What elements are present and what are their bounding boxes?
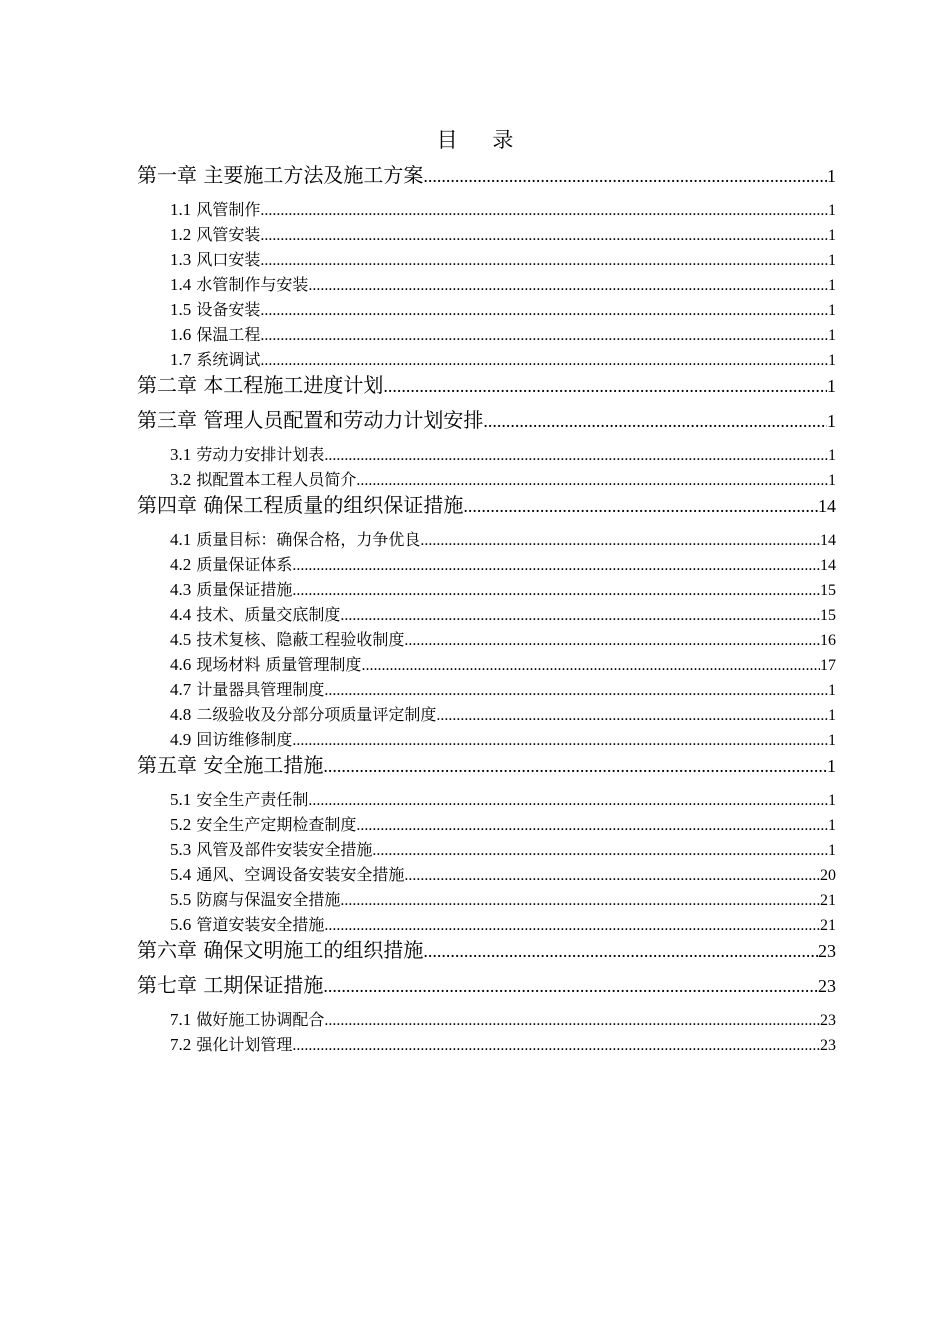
toc-page-number: 1: [828, 842, 836, 859]
toc-leader-dots: [260, 298, 828, 323]
toc-page-number: 1: [828, 707, 836, 724]
toc-entry-number: 4.9: [170, 730, 192, 749]
toc-leader-dots: [423, 938, 818, 964]
toc-page-number: 15: [820, 582, 836, 599]
toc-entry-label: 第一章 主要施工方法及施工方案: [137, 163, 424, 187]
toc-section-entry[interactable]: [137, 677, 836, 702]
toc-leader-dots: [340, 603, 820, 628]
toc-entry-number: 5.4: [170, 865, 192, 884]
toc-entry-label: 第六章 确保文明施工的组织措施: [137, 938, 424, 962]
toc-entry-text: 技术、质量交底制度: [196, 605, 341, 624]
toc-entry-label: [170, 272, 308, 297]
toc-entry-text: 回访维修制度: [196, 730, 293, 749]
toc-section-entry[interactable]: [137, 442, 836, 467]
toc-leader-dots: [356, 813, 828, 838]
toc-entry-number: 1.3: [170, 250, 192, 269]
toc-leader-dots: [292, 578, 820, 603]
toc-entry-label: [170, 812, 356, 837]
toc-leader-dots: [483, 408, 827, 434]
toc-leader-dots: [292, 728, 828, 753]
toc-page-number: 16: [820, 632, 836, 649]
toc-entry-number: 1.7: [170, 350, 192, 369]
toc-entry-text: 二级验收及分部分项质量评定制度: [196, 705, 437, 724]
toc-leader-dots: [423, 163, 827, 189]
toc-leader-dots: [292, 1033, 820, 1058]
toc-page-number: 1: [828, 202, 836, 219]
toc-entry-number: 3.1: [170, 445, 192, 464]
toc-entry-label: [170, 577, 292, 602]
toc-page-number: 14: [820, 557, 836, 574]
toc-list: [137, 162, 836, 1057]
toc-page-number: 15: [820, 607, 836, 624]
toc-chapter-entry[interactable]: [137, 752, 836, 778]
toc-entry-number: 5.3: [170, 840, 192, 859]
toc-section-entry[interactable]: [137, 322, 836, 347]
toc-leader-dots: [260, 223, 828, 248]
toc-entry-number: 5.1: [170, 790, 192, 809]
toc-section-entry[interactable]: [137, 627, 836, 652]
toc-leader-dots: [308, 273, 828, 298]
toc-section-entry[interactable]: [137, 197, 836, 222]
toc-entry-text: 风管制作: [196, 200, 261, 219]
toc-chapter-entry[interactable]: [137, 372, 836, 398]
toc-entry-label: [170, 677, 324, 702]
toc-section-entry[interactable]: [137, 297, 836, 322]
toc-entry-label: 第七章 工期保证措施: [137, 973, 324, 997]
toc-entry-label: [170, 197, 260, 222]
toc-page-number: 1: [828, 447, 836, 464]
toc-entry-text: 质量目标：确保合格，力争优良: [196, 530, 421, 549]
toc-entry-text: 风管及部件安装安全措施: [196, 840, 373, 859]
toc-page-number: 1: [827, 756, 836, 776]
toc-leader-dots: [324, 678, 828, 703]
toc-entry-text: 风口安装: [196, 250, 261, 269]
toc-page-number: 14: [820, 532, 836, 549]
toc-entry-number: 5.2: [170, 815, 192, 834]
toc-entry-label: [170, 552, 292, 577]
toc-entry-label: 第四章 确保工程质量的组织保证措施: [137, 493, 464, 517]
toc-section-entry[interactable]: [137, 862, 836, 887]
toc-entry-text: 质量保证体系: [196, 555, 293, 574]
toc-entry-text: 安全生产定期检查制度: [196, 815, 357, 834]
toc-section-entry[interactable]: [137, 812, 836, 837]
toc-entry-text: 计量器具管理制度: [196, 680, 325, 699]
toc-leader-dots: [356, 468, 828, 493]
toc-leader-dots: [260, 198, 828, 223]
toc-section-entry[interactable]: [137, 347, 836, 372]
toc-entry-label: [170, 527, 420, 552]
toc-leader-dots: [340, 888, 820, 913]
toc-page-number: 1: [828, 352, 836, 369]
toc-page-number: 1: [828, 792, 836, 809]
toc-leader-dots: [323, 973, 818, 999]
toc-entry-number: 4.7: [170, 680, 192, 699]
toc-section-entry[interactable]: [137, 247, 836, 272]
toc-leader-dots: [292, 553, 820, 578]
toc-section-entry[interactable]: [137, 727, 836, 752]
toc-leader-dots: [260, 248, 828, 273]
toc-section-entry[interactable]: [137, 787, 836, 812]
toc-chapter-entry[interactable]: [137, 492, 836, 518]
toc-entry-label: [170, 247, 260, 272]
toc-leader-dots: [324, 1008, 820, 1033]
toc-page-number: 1: [827, 166, 836, 186]
toc-section-entry[interactable]: [137, 577, 836, 602]
toc-entry-number: 1.1: [170, 200, 192, 219]
toc-entry-label: 第二章 本工程施工进度计划: [137, 373, 384, 397]
toc-section-entry[interactable]: [137, 222, 836, 247]
toc-entry-text: 保温工程: [196, 325, 261, 344]
toc-leader-dots: [383, 373, 827, 399]
toc-entry-number: 4.2: [170, 555, 192, 574]
toc-leader-dots: [420, 528, 820, 553]
toc-leader-dots: [260, 348, 828, 373]
toc-page-number: 23: [818, 941, 836, 961]
toc-entry-label: [170, 442, 324, 467]
toc-entry-text: 做好施工协调配合: [196, 1010, 325, 1029]
toc-section-entry[interactable]: [137, 1007, 836, 1032]
toc-entry-number: 1.2: [170, 225, 192, 244]
toc-entry-number: 4.6: [170, 655, 192, 674]
toc-entry-number: 1.4: [170, 275, 192, 294]
toc-page-number: 1: [828, 732, 836, 749]
toc-page-number: 21: [820, 892, 836, 909]
toc-entry-text: 管道安装安全措施: [196, 915, 325, 934]
toc-entry-text: 系统调试: [196, 350, 261, 369]
toc-entry-label: 第五章 安全施工措施: [137, 753, 324, 777]
toc-section-entry[interactable]: [137, 887, 836, 912]
toc-entry-text: 水管制作与安装: [196, 275, 309, 294]
toc-leader-dots: [404, 628, 820, 653]
toc-page-number: 1: [828, 302, 836, 319]
toc-leader-dots: [361, 653, 820, 678]
toc-section-entry[interactable]: [137, 272, 836, 297]
toc-page-number: 1: [828, 252, 836, 269]
toc-entry-label: [170, 322, 260, 347]
toc-page-number: 1: [827, 411, 836, 431]
toc-page-number: 1: [828, 327, 836, 344]
toc-entry-label: [170, 1032, 292, 1057]
toc-leader-dots: [308, 788, 828, 813]
toc-page-number: 20: [820, 867, 836, 884]
toc-entry-number: 4.8: [170, 705, 192, 724]
toc-section-entry[interactable]: [137, 602, 836, 627]
toc-entry-number: 5.5: [170, 890, 192, 909]
toc-leader-dots: [463, 493, 818, 519]
toc-entry-label: [170, 787, 308, 812]
toc-page-number: 1: [828, 277, 836, 294]
toc-section-entry[interactable]: [137, 702, 836, 727]
toc-page-number: 17: [820, 657, 836, 674]
toc-entry-label: [170, 727, 292, 752]
toc-entry-label: [170, 602, 340, 627]
toc-entry-label: [170, 862, 404, 887]
toc-entry-number: 5.6: [170, 915, 192, 934]
toc-entry-label: [170, 297, 260, 322]
toc-entry-number: 4.1: [170, 530, 192, 549]
toc-leader-dots: [372, 838, 828, 863]
toc-section-entry[interactable]: [137, 552, 836, 577]
toc-entry-text: 防腐与保温安全措施: [196, 890, 341, 909]
toc-entry-label: [170, 347, 260, 372]
toc-entry-text: 通风、空调设备安装安全措施: [196, 865, 405, 884]
toc-entry-number: 4.3: [170, 580, 192, 599]
toc-entry-text: 强化计划管理: [196, 1035, 293, 1054]
toc-section-entry[interactable]: [137, 527, 836, 552]
toc-chapter-entry[interactable]: [137, 937, 836, 963]
toc-entry-text: 劳动力安排计划表: [196, 445, 325, 464]
toc-entry-label: 第三章 管理人员配置和劳动力计划安排: [137, 408, 484, 432]
toc-entry-label: [170, 887, 340, 912]
toc-leader-dots: [323, 753, 827, 779]
toc-section-entry[interactable]: [137, 652, 836, 677]
toc-page-number: 21: [820, 917, 836, 934]
toc-entry-label: [170, 912, 324, 937]
toc-entry-text: 技术复核、隐蔽工程验收制度: [196, 630, 405, 649]
toc-entry-text: 安全生产责任制: [196, 790, 309, 809]
toc-page-number: 1: [828, 227, 836, 244]
toc-chapter-entry[interactable]: [137, 162, 836, 188]
toc-page-number: 1: [828, 682, 836, 699]
toc-page-number: 1: [828, 817, 836, 834]
toc-entry-text: 设备安装: [196, 300, 261, 319]
toc-entry-number: 4.5: [170, 630, 192, 649]
toc-leader-dots: [324, 913, 820, 938]
toc-page-number: 1: [827, 376, 836, 396]
toc-entry-number: 3.2: [170, 470, 192, 489]
toc-entry-label: [170, 652, 361, 677]
toc-entry-text: 拟配置本工程人员简介: [196, 470, 357, 489]
toc-section-entry[interactable]: [137, 837, 836, 862]
toc-leader-dots: [324, 443, 828, 468]
toc-chapter-entry[interactable]: [137, 972, 836, 998]
toc-entry-label: [170, 222, 260, 247]
toc-entry-label: [170, 837, 372, 862]
toc-chapter-entry[interactable]: [137, 407, 836, 433]
toc-entry-text: 现场材料 质量管理制度: [196, 655, 362, 674]
toc-entry-label: [170, 1007, 324, 1032]
toc-entry-text: 质量保证措施: [196, 580, 293, 599]
toc-entry-text: 风管安装: [196, 225, 261, 244]
toc-entry-label: [170, 702, 436, 727]
toc-section-entry[interactable]: [137, 912, 836, 937]
toc-entry-label: [170, 627, 404, 652]
toc-entry-number: 4.4: [170, 605, 192, 624]
toc-page-number: 23: [820, 1012, 836, 1029]
toc-title: 目 录: [436, 128, 528, 152]
toc-leader-dots: [260, 323, 828, 348]
toc-page-number: 23: [818, 976, 836, 996]
toc-entry-label: [170, 467, 356, 492]
toc-section-entry[interactable]: [137, 1032, 836, 1057]
toc-leader-dots: [404, 863, 820, 888]
toc-entry-number: 1.6: [170, 325, 192, 344]
toc-section-entry[interactable]: [137, 467, 836, 492]
toc-entry-number: 1.5: [170, 300, 192, 319]
toc-entry-number: 7.1: [170, 1010, 192, 1029]
toc-entry-number: 7.2: [170, 1035, 192, 1054]
toc-page-number: 14: [818, 496, 836, 516]
toc-page-number: 1: [828, 472, 836, 489]
toc-page-number: 23: [820, 1037, 836, 1054]
toc-leader-dots: [436, 703, 828, 728]
